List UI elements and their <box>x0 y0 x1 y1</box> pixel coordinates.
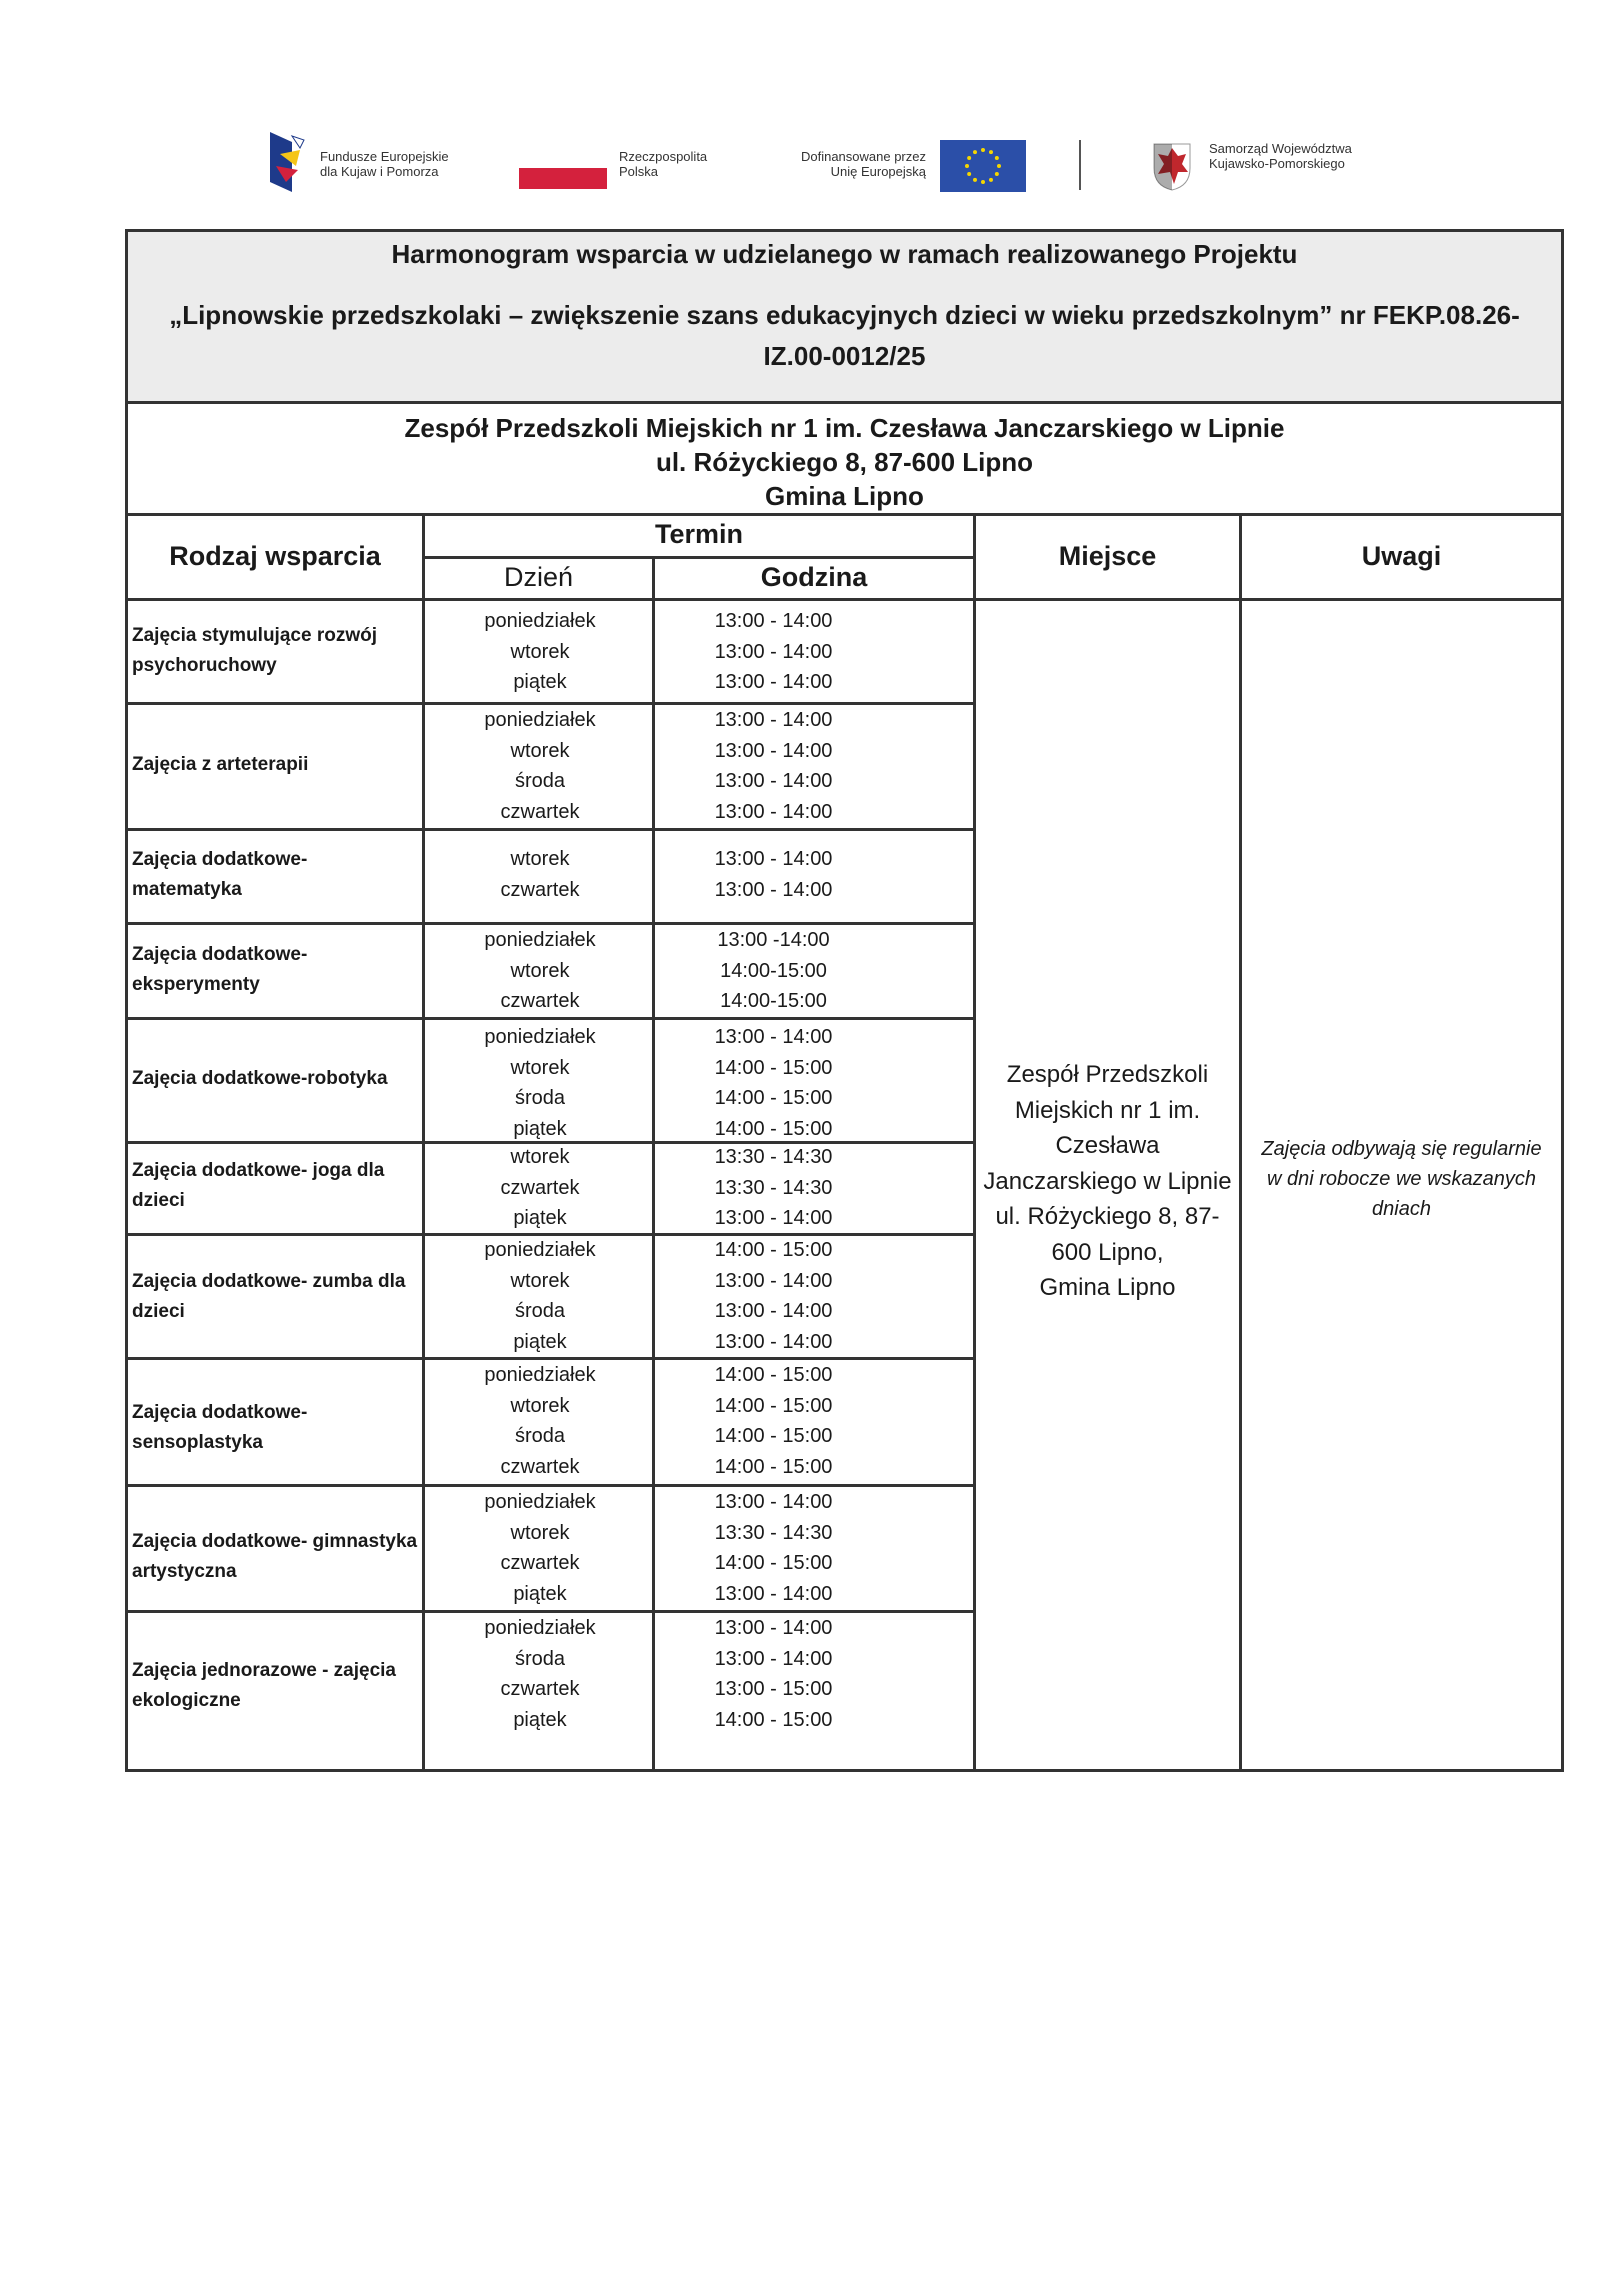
project-name-line2: IZ.00-0012/25 <box>763 341 926 371</box>
eu-star-icon <box>995 172 999 176</box>
row-days: poniedziałek wtorek czwartek piątek <box>484 1491 596 1605</box>
row-hours: 13:00 - 14:00 13:00 - 14:00 <box>714 848 833 901</box>
fundusze-europejskie-logo-icon <box>270 132 308 192</box>
remarks-cell: Zajęcia odbywają się regularnie w dni robocze we wskazanych dniach <box>1261 1138 1542 1220</box>
support-type-name: Zajęcia dodatkowe- eksperymenty <box>132 944 308 995</box>
header-dzien: Dzień <box>503 562 574 592</box>
row-hours: 13:00 - 14:00 13:00 - 14:00 13:00 - 15:00 14:00 - 15:00 <box>714 1617 833 1731</box>
document-title: Harmonogram wsparcia w udzielanego w ramach realizowanego Projektu <box>391 239 1298 269</box>
row-hours: 13:00 - 14:00 13:30 - 14:30 14:00 - 15:00 13:00 - 14:00 <box>714 1491 833 1605</box>
institution-header <box>128 404 1561 516</box>
eu-star-icon <box>967 156 971 160</box>
row-days: poniedziałek wtorek środa czwartek <box>484 709 596 823</box>
eu-star-icon <box>997 164 1001 168</box>
eu-flag-icon <box>940 140 1026 192</box>
location-cell: Zespół Przedszkoli Miejskich nr 1 im. Czesława Janczarskiego w Lipnie ul. Różyckiego 8, 87- 600 Lipno, Gmina Lipno <box>983 1061 1232 1301</box>
support-type-name: Zajęcia jednorazowe - zajęcia ekologiczne <box>132 1660 396 1711</box>
header-uwagi: Uwagi <box>1361 541 1442 571</box>
support-type-name: Zajęcia dodatkowe- zumba dla dzieci <box>132 1271 406 1322</box>
institution-address: ul. Różyckiego 8, 87-600 Lipno <box>655 447 1034 477</box>
row-hours: 13:00 -14:00 14:00-15:00 14:00-15:00 <box>717 929 830 1012</box>
support-type-name: Zajęcia z arteterapii <box>132 754 309 775</box>
eu-star-icon <box>995 156 999 160</box>
row-hours: 14:00 - 15:00 14:00 - 15:00 14:00 - 15:00 14:00 - 15:00 <box>714 1364 833 1478</box>
termin-divider <box>422 556 976 559</box>
row-days: wtorek czwartek <box>500 848 580 901</box>
row-hours: 13:00 - 14:00 14:00 - 15:00 14:00 - 15:00 14:00 - 15:00 <box>714 1026 833 1140</box>
support-type-name: Zajęcia dodatkowe- joga dla dzieci <box>132 1160 385 1211</box>
row-days: poniedziałek wtorek środa piątek <box>484 1239 596 1353</box>
support-type-name: Zajęcia dodatkowe- matematyka <box>132 849 308 900</box>
header-godzina: Godzina <box>760 562 868 592</box>
eu-star-icon <box>973 150 977 154</box>
support-type-name: Zajęcia stymulujące rozwój psychoruchowy <box>132 625 377 676</box>
eu-star-icon <box>967 172 971 176</box>
row-hours: 13:30 - 14:30 13:30 - 14:30 13:00 - 14:00 <box>714 1146 833 1229</box>
eu-star-icon <box>981 148 985 152</box>
kujawsko-pomorskie-crest-icon <box>1150 138 1194 192</box>
fundusze-europejskie-text: Fundusze Europejskie dla Kujaw i Pomorza <box>320 149 449 179</box>
rzeczpospolita-text: Rzeczpospolita Polska <box>619 149 708 179</box>
eu-star-icon <box>989 178 993 182</box>
project-name-line1: „Lipnowskie przedszkolaki – zwiększenie szans edukacyjnych dzieci w wieku przedszkolnym” nr FEKP.08.26- <box>169 300 1520 330</box>
row-hours: 14:00 - 15:00 13:00 - 14:00 13:00 - 14:00 13:00 - 14:00 <box>714 1239 833 1353</box>
eu-funding-text: Dofinansowane przez Unię Europejską <box>800 149 926 179</box>
logo-separator <box>1079 140 1081 190</box>
header-rodzaj: Rodzaj wsparcia <box>169 541 381 571</box>
row-line-2 <box>128 828 976 831</box>
row-days: poniedziałek wtorek środa piątek <box>484 1026 596 1140</box>
support-type-name: Zajęcia dodatkowe- sensoplastyka <box>132 1402 308 1453</box>
polish-flag-icon <box>519 147 607 189</box>
row-days: poniedziałek wtorek czwartek <box>484 929 596 1012</box>
header-termin: Termin <box>654 519 743 549</box>
eu-star-icon <box>981 180 985 184</box>
row-hours: 13:00 - 14:00 13:00 - 14:00 13:00 - 14:00 <box>714 610 833 693</box>
institution-gmina: Gmina Lipno <box>765 481 924 511</box>
schedule-document <box>125 229 1564 1772</box>
eu-star-icon <box>973 178 977 182</box>
institution-name: Zespół Przedszkoli Miejskich nr 1 im. Czesława Janczarskiego w Lipnie <box>404 413 1285 443</box>
eu-star-icon <box>965 164 969 168</box>
row-line-4 <box>128 1017 976 1020</box>
support-type-name: Zajęcia dodatkowe- gimnastyka artystyczna <box>132 1531 418 1582</box>
row-days: poniedziałek środa czwartek piątek <box>484 1617 596 1731</box>
header-miejsce: Miejsce <box>1058 541 1157 571</box>
row-days: poniedziałek wtorek piątek <box>484 610 596 693</box>
project-header <box>128 232 1561 404</box>
support-type-name: Zajęcia dodatkowe-robotyka <box>132 1068 388 1089</box>
row-days: wtorek czwartek piątek <box>500 1146 580 1229</box>
row-days: poniedziałek wtorek środa czwartek <box>484 1364 596 1478</box>
row-hours: 13:00 - 14:00 13:00 - 14:00 13:00 - 14:00 13:00 - 14:00 <box>714 709 833 823</box>
samorzad-text: Samorząd Województwa Kujawsko-Pomorskiego <box>1209 141 1352 171</box>
header-bottom-line <box>128 598 1561 601</box>
eu-star-icon <box>989 150 993 154</box>
logo-bar <box>0 0 1606 210</box>
